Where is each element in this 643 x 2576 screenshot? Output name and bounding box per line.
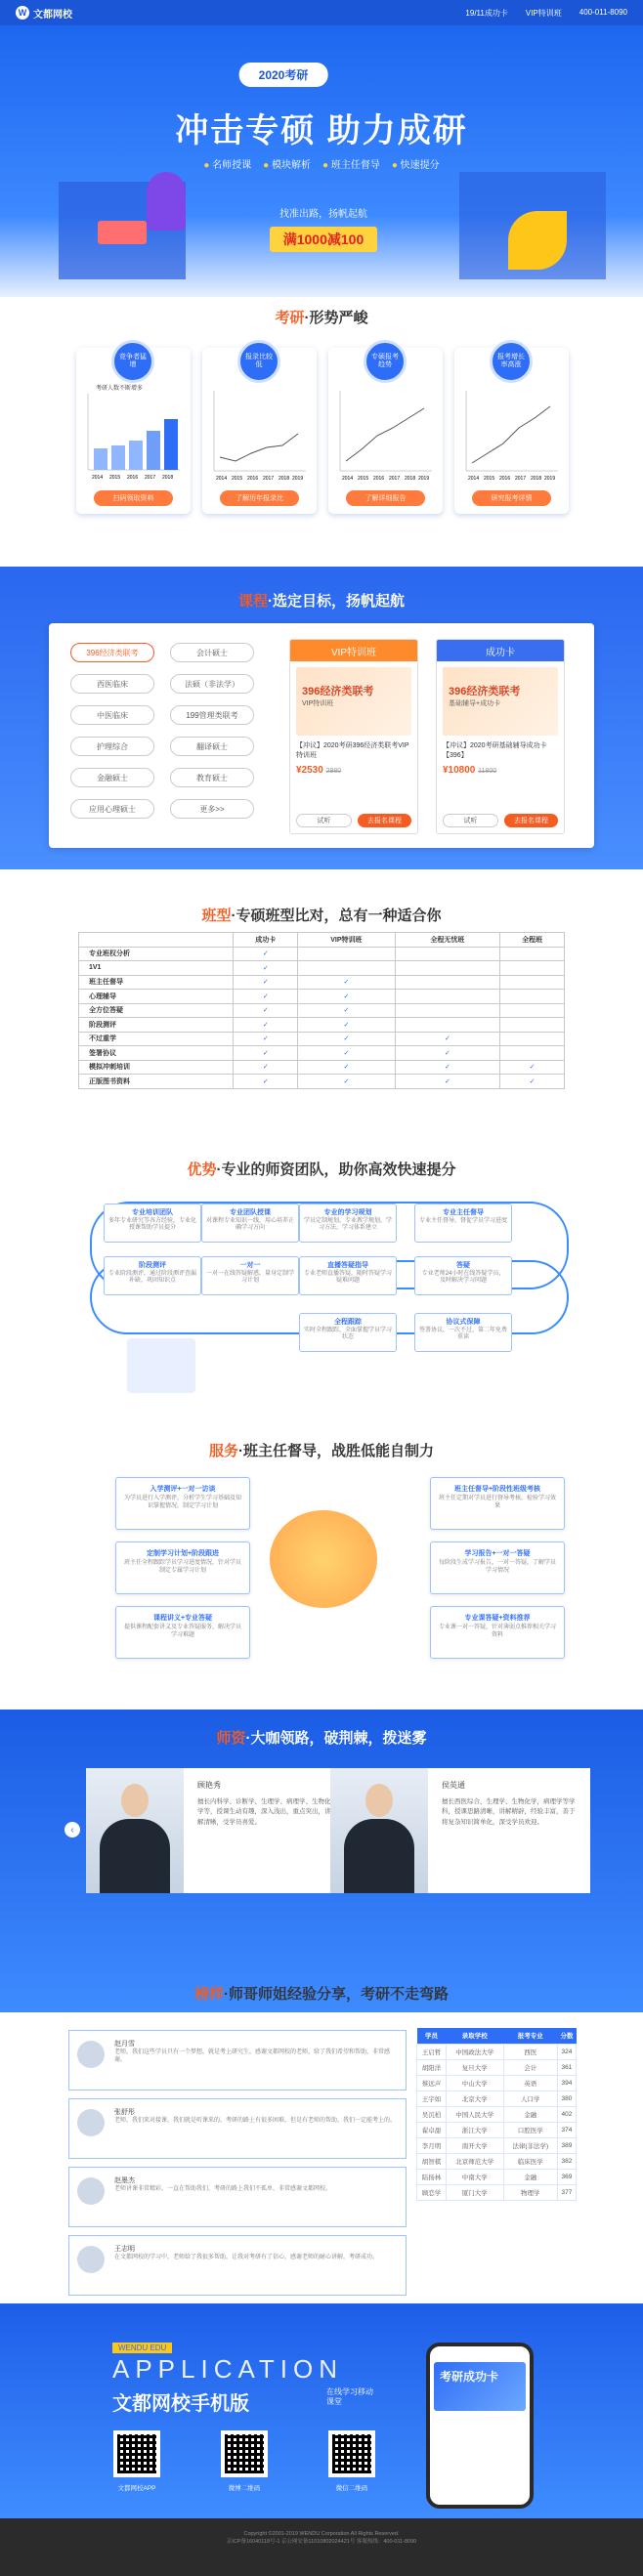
review-list (68, 2030, 407, 2303)
section-courses (0, 567, 643, 869)
product-image: 396经济类联考 VIP特训班 (296, 667, 411, 736)
advantage-box: 协议式保障 签署协议，一次不过，第二年免费重读 (414, 1313, 512, 1352)
category-item[interactable]: 护理综合 (70, 737, 154, 756)
section-title: 师资·大咖领路，破荆棘，拨迷雾 (216, 1730, 427, 1747)
avatar (77, 2246, 105, 2273)
advantage-box: 专业培训团队 多年专业研究等各方经验，专业化授课帮助学员提分 (104, 1204, 201, 1243)
check-icon: ✓ (262, 950, 269, 958)
category-item[interactable]: 西医临床 (70, 674, 154, 694)
check-icon: ✓ (343, 979, 350, 987)
svg-text:2017: 2017 (263, 476, 275, 482)
svg-text:2016: 2016 (373, 476, 385, 482)
trial-button[interactable]: 试听 (296, 814, 352, 827)
review-item: 王志明 在文都网校的学习中，老师给了我很多帮助，让我对考研有了信心，感谢老师的耐心讲解，考研成功。 (68, 2235, 407, 2296)
teacher-card[interactable] (330, 1768, 590, 1893)
link-success-card[interactable]: 19/11成功卡 (465, 8, 508, 18)
category-list (70, 643, 254, 819)
avatar (77, 2041, 105, 2068)
app-tag: WENDU EDU (112, 2343, 172, 2353)
service-box: 学习报告+一对一答疑 每阶段生成学习报告，一对一答疑，了解学员学习情况 (430, 1541, 565, 1594)
app-title-en: APPLICATION (112, 2354, 344, 2384)
svg-text:2019: 2019 (292, 476, 304, 482)
table-header-row: 学员 录取学校 报考专业 分数 (417, 2028, 577, 2044)
table-row: 模拟冲刺培训 ✓ ✓ ✓ ✓ (79, 1060, 565, 1075)
person-illustration (147, 172, 186, 231)
svg-text:2015: 2015 (484, 476, 495, 482)
table-row: 专业班权分析 ✓ (79, 947, 565, 961)
product-price: ¥2530 2980 (296, 764, 342, 776)
footer-line: Copyright ©2001-2019 WENDU Corporation All Rights Reserved. (243, 2531, 400, 2537)
hero-banner (0, 25, 643, 297)
avatar (77, 2177, 105, 2205)
app-title: 文都网校手机版 (112, 2393, 249, 2415)
trend-badge: 报录比较低 (237, 340, 280, 383)
table-row: 陆扬林 中南大学 金融 369 (417, 2169, 577, 2184)
section-title: 班型·专硕班型比对，总有一种适合你 (201, 908, 442, 924)
service-box: 定制学习计划+阶段跟进 班主任全程跟踪学员学习进度情况，针对学员制定专属学习计划 (115, 1541, 250, 1594)
svg-text:2017: 2017 (145, 475, 156, 481)
section-advantages (0, 1133, 643, 1426)
check-icon: ✓ (262, 979, 269, 987)
category-item[interactable]: 应用心理硕士 (70, 799, 154, 819)
category-item[interactable]: 会计硕士 (170, 643, 254, 662)
table-row: 顾恋学 厦门大学 物理学 377 (417, 2184, 577, 2200)
trial-button[interactable]: 试听 (443, 814, 498, 827)
check-icon: ✓ (444, 1035, 450, 1043)
service-box: 课程讲义+专业答疑 提供课程配套讲义及专业答疑服务，解决学员学习难题 (115, 1606, 250, 1659)
line-chart (336, 389, 434, 486)
trend-card (202, 348, 317, 514)
table-row: 胡智棋 北京师范大学 临床医学 382 (417, 2153, 577, 2169)
check-icon: ✓ (262, 1007, 269, 1015)
reading-illustration (270, 1510, 377, 1608)
trend-button[interactable]: 了解详细报告 (346, 490, 425, 506)
top-links (465, 8, 627, 19)
trend-button[interactable]: 了解历年报录比 (220, 490, 299, 506)
check-icon: ✓ (444, 1077, 450, 1085)
check-icon: ✓ (343, 1021, 350, 1029)
hero-subtitle: 2020考研 (239, 63, 328, 87)
hero-slogan: 找准出路，扬帆起航 (279, 209, 367, 220)
table-row: 蔡远声 中山大学 英语 394 (417, 2075, 577, 2090)
svg-text:2014: 2014 (216, 476, 228, 482)
check-icon: ✓ (343, 1049, 350, 1057)
category-item[interactable]: 396经济类联考 (70, 643, 154, 662)
advantage-box: 直播答疑指导 专业老师直播答疑，随时答疑学习疑难问题 (299, 1256, 397, 1295)
table-row: 王宇如 北京大学 人口学 380 (417, 2090, 577, 2106)
teacher-desc: 擅长西医综合，生理学、生物化学，病理学等学科，授课思路清晰，讲解精辟，经验丰富，善于将复杂知识简单化，深受学员欢迎。 (442, 1798, 576, 1826)
advantage-box: 答疑 专业老师24小时在线答疑学员，及时解决学习问题 (414, 1256, 512, 1295)
enroll-button[interactable]: 去报名课程 (504, 814, 558, 827)
advantage-box: 阶段测评 专业阶段测评，通过阶段测评查漏补缺，巩固知识点 (104, 1256, 201, 1295)
service-box: 专业课答疑+资料推荐 专业课一对一答疑，针对薄弱点推荐相关学习资料 (430, 1606, 565, 1659)
trend-button[interactable]: 研究报考详情 (472, 490, 551, 506)
section-examples (0, 1973, 643, 2012)
check-icon: ✓ (262, 1035, 269, 1043)
teacher-photo (86, 1768, 184, 1893)
check-icon: ✓ (262, 1064, 269, 1072)
svg-text:2014: 2014 (468, 476, 480, 482)
table-row: 签署协议 ✓ ✓ ✓ (79, 1046, 565, 1061)
check-icon: ✓ (262, 1049, 269, 1057)
hero-tags (0, 156, 643, 171)
table-row: 班主任督导 ✓ ✓ (79, 975, 565, 990)
svg-text:2018: 2018 (405, 476, 416, 482)
check-icon: ✓ (343, 1064, 350, 1072)
teacher-card[interactable] (86, 1768, 346, 1893)
qr-label: 微信二维码 (335, 2485, 368, 2492)
check-icon: ✓ (444, 1064, 450, 1072)
svg-text:2014: 2014 (92, 475, 104, 481)
svg-text:2015: 2015 (232, 476, 243, 482)
section-title: 服务·班主任督导，战胜低能自制力 (208, 1443, 434, 1459)
footer (0, 2518, 643, 2576)
product-card[interactable] (289, 639, 418, 834)
table-row: 王启哲 中国政法大学 西医 324 (417, 2044, 577, 2059)
table-row: 不过重学 ✓ ✓ ✓ (79, 1032, 565, 1046)
table-row: 阶段测评 ✓ ✓ (79, 1018, 565, 1033)
category-item[interactable]: 金融硕士 (70, 768, 154, 787)
service-box: 班主任督导+阶段性班级考核 班主任定期对学员进行督导考核，检验学习效果 (430, 1477, 565, 1530)
svg-text:2018: 2018 (279, 476, 290, 482)
review-item: 赵月雪 老师，我们这些学员只有一个梦想，就是考上研究生，感谢文都网校的老师，给了我们希望和帮助，非常感谢。 (68, 2030, 407, 2090)
review-item: 张舒彤 老师，我们来对接课，我们就是听课来的，考研的路上有很多困难，但是有老师的帮助，我们一定能考上的。 (68, 2098, 407, 2159)
app-subtitle: 在线学习移动课堂 (326, 2387, 373, 2407)
product-image: 396经济类联考 基础辅导+成功卡 (443, 667, 558, 736)
hero-tag: ● 班主任督导 (322, 156, 380, 171)
section-trend (0, 297, 643, 551)
table-row: 胡阳洋 复旦大学 会计 361 (417, 2059, 577, 2075)
table-row: 正版图书资料 ✓ ✓ ✓ ✓ (79, 1075, 565, 1089)
category-item[interactable]: 法硕（非法学） (170, 674, 254, 694)
trend-card (454, 348, 569, 514)
books-icon (98, 221, 147, 244)
product-name: 【冲议】2020考研396经济类联考VIP特训班 (296, 742, 409, 759)
review-item: 赵墨杰 老师讲课非常精彩，一直在帮助我们，考研的路上我们不孤单，非常感谢文都网校。 (68, 2167, 407, 2227)
advantage-box: 一对一 一对一在线答疑解惑，量身定制学习计划 (201, 1256, 299, 1295)
advantage-box: 专业团队授课 对课程专业知识一线，用心培养正确学习方向 (201, 1204, 299, 1243)
leaf-icon (508, 211, 567, 270)
trend-badge: 竞争者猛增 (111, 340, 154, 383)
svg-text:2018: 2018 (531, 476, 542, 482)
category-item[interactable]: 199管理类联考 (170, 705, 254, 725)
svg-text:2017: 2017 (389, 476, 401, 482)
svg-text:2015: 2015 (109, 475, 121, 481)
table-row: 1V1 ✓ (79, 961, 565, 976)
section-title: 榜样·师哥师姐经验分享，考研不走弯路 (193, 1986, 449, 2003)
check-icon: ✓ (262, 1021, 269, 1029)
trend-card (76, 348, 191, 514)
svg-text:2019: 2019 (544, 476, 556, 482)
advantage-box: 专业的学习规划 学员定制规划，专业教学规划，学习方法，学习体系建立 (299, 1204, 397, 1243)
rank-table (416, 2028, 577, 2201)
section-title: 优势·专业的师资团队，助你高效快速提分 (187, 1161, 456, 1178)
logo-icon: W (16, 6, 29, 20)
check-icon: ✓ (343, 1035, 350, 1043)
section-service (0, 1426, 643, 1700)
svg-text:2018: 2018 (162, 475, 174, 481)
table-header-row: 成功卡 VIP特训班 全程无忧班 全程班 (79, 933, 565, 948)
advantage-box: 全程跟踪 实时全程跟踪，全面掌握学员学习状态 (299, 1313, 397, 1352)
promo-badge[interactable]: 满1000减100 (270, 227, 377, 252)
product-name: 【冲议】2020考研基础辅导成功卡【396】 (443, 742, 547, 759)
product-header: VIP特训班 (290, 640, 417, 661)
category-item[interactable]: 中医临床 (70, 705, 154, 725)
svg-text:2015: 2015 (358, 476, 369, 482)
teacher-desc: 擅长内科学、诊断学、生理学、病理学、生物化学等，授课生动有趣，深入浅出，重点突出，讲解清晰，受学员喜爱。 (197, 1798, 331, 1826)
brand-logo[interactable]: W 文都网校 (16, 6, 72, 21)
category-more[interactable]: 更多>> (170, 799, 254, 819)
product-card[interactable] (436, 639, 565, 834)
check-icon: ✓ (262, 992, 269, 1000)
product-price: ¥10800 11800 (443, 764, 497, 776)
svg-text:2014: 2014 (342, 476, 354, 482)
category-item[interactable]: 翻译硕士 (170, 737, 254, 756)
top-bar (0, 0, 643, 25)
link-vip-class[interactable]: VIP特训班 (525, 8, 562, 18)
table-row: 心理辅导 ✓ ✓ (79, 990, 565, 1004)
check-icon: ✓ (343, 1077, 350, 1085)
prev-arrow-icon[interactable]: ‹ (64, 1822, 80, 1837)
footer-line: 京ICP备16040118号-1 京公网安备11010802024421号 客服热线：400-011-8090 (226, 2539, 417, 2546)
line-chart (210, 389, 308, 486)
course-panel (49, 623, 594, 848)
qr-code-icon (328, 2430, 375, 2477)
phone-screen: 考研成功卡 (434, 2362, 526, 2411)
qr-label: 文都网校APP (117, 2485, 156, 2492)
bar-chart (84, 392, 182, 482)
svg-text:2016: 2016 (247, 476, 259, 482)
check-icon: ✓ (262, 1077, 269, 1085)
check-icon: ✓ (444, 1049, 450, 1057)
table-row: 翟卓甜 浙江大学 口腔医学 374 (417, 2122, 577, 2137)
hero-tag: ● 模块解析 (263, 156, 311, 171)
product-header: 成功卡 (437, 640, 564, 661)
section-title: 课程·选定目标，扬帆起航 (237, 593, 405, 610)
chart-title: 考研人数不断增多 (96, 386, 144, 392)
phone-number[interactable]: 400-011-8090 (579, 7, 627, 17)
check-icon: ✓ (343, 992, 350, 1000)
svg-text:2016: 2016 (499, 476, 511, 482)
check-icon: ✓ (529, 1064, 536, 1072)
trend-button[interactable]: 扫码领取资料 (94, 490, 173, 506)
teacher-photo (330, 1768, 428, 1893)
svg-text:2017: 2017 (515, 476, 527, 482)
svg-text:2019: 2019 (418, 476, 430, 482)
enroll-button[interactable]: 去报名课程 (358, 814, 411, 827)
trend-badge: 专硕报考趋势 (364, 340, 407, 383)
teacher-name: 侯英通 (442, 1781, 465, 1790)
service-box: 入学测评+一对一访谈 为学员进行入学测评，分析学生学习基础及知识掌握情况，制定学习计划 (115, 1477, 250, 1530)
phone-mockup (426, 2343, 534, 2509)
category-item[interactable]: 教育硕士 (170, 768, 254, 787)
study-illustration (127, 1338, 195, 1393)
trend-badge: 报考增长率高涨 (490, 340, 533, 383)
app-section (0, 2303, 643, 2518)
section-compare (0, 879, 643, 1123)
qr-code-icon (113, 2430, 160, 2477)
section-title: 考研·形势严峻 (275, 310, 368, 326)
check-icon: ✓ (529, 1077, 536, 1085)
hero-tag: ● 名师授课 (203, 156, 251, 171)
trend-card (328, 348, 443, 514)
table-row: 全方位答疑 ✓ ✓ (79, 1003, 565, 1018)
check-icon: ✓ (343, 1007, 350, 1015)
qr-label: 微博二维码 (228, 2485, 261, 2492)
compare-table (78, 932, 565, 1089)
table-row: 吴沉柏 中国人民大学 金融 402 (417, 2106, 577, 2122)
avatar (77, 2109, 105, 2136)
qr-code-icon (221, 2430, 268, 2477)
advantage-box: 专业主任督导 专业主任督导，督促学员学习进度 (414, 1204, 512, 1243)
check-icon: ✓ (262, 964, 269, 972)
teacher-name: 顾艳秀 (197, 1781, 221, 1790)
svg-text:2016: 2016 (127, 475, 139, 481)
line-chart (462, 389, 560, 486)
table-row: 李月明 南开大学 法律(非法学) 389 (417, 2137, 577, 2153)
hero-title: 冲击专硕 助力成研 (175, 112, 468, 149)
hero-tag: ● 快速提分 (392, 156, 440, 171)
